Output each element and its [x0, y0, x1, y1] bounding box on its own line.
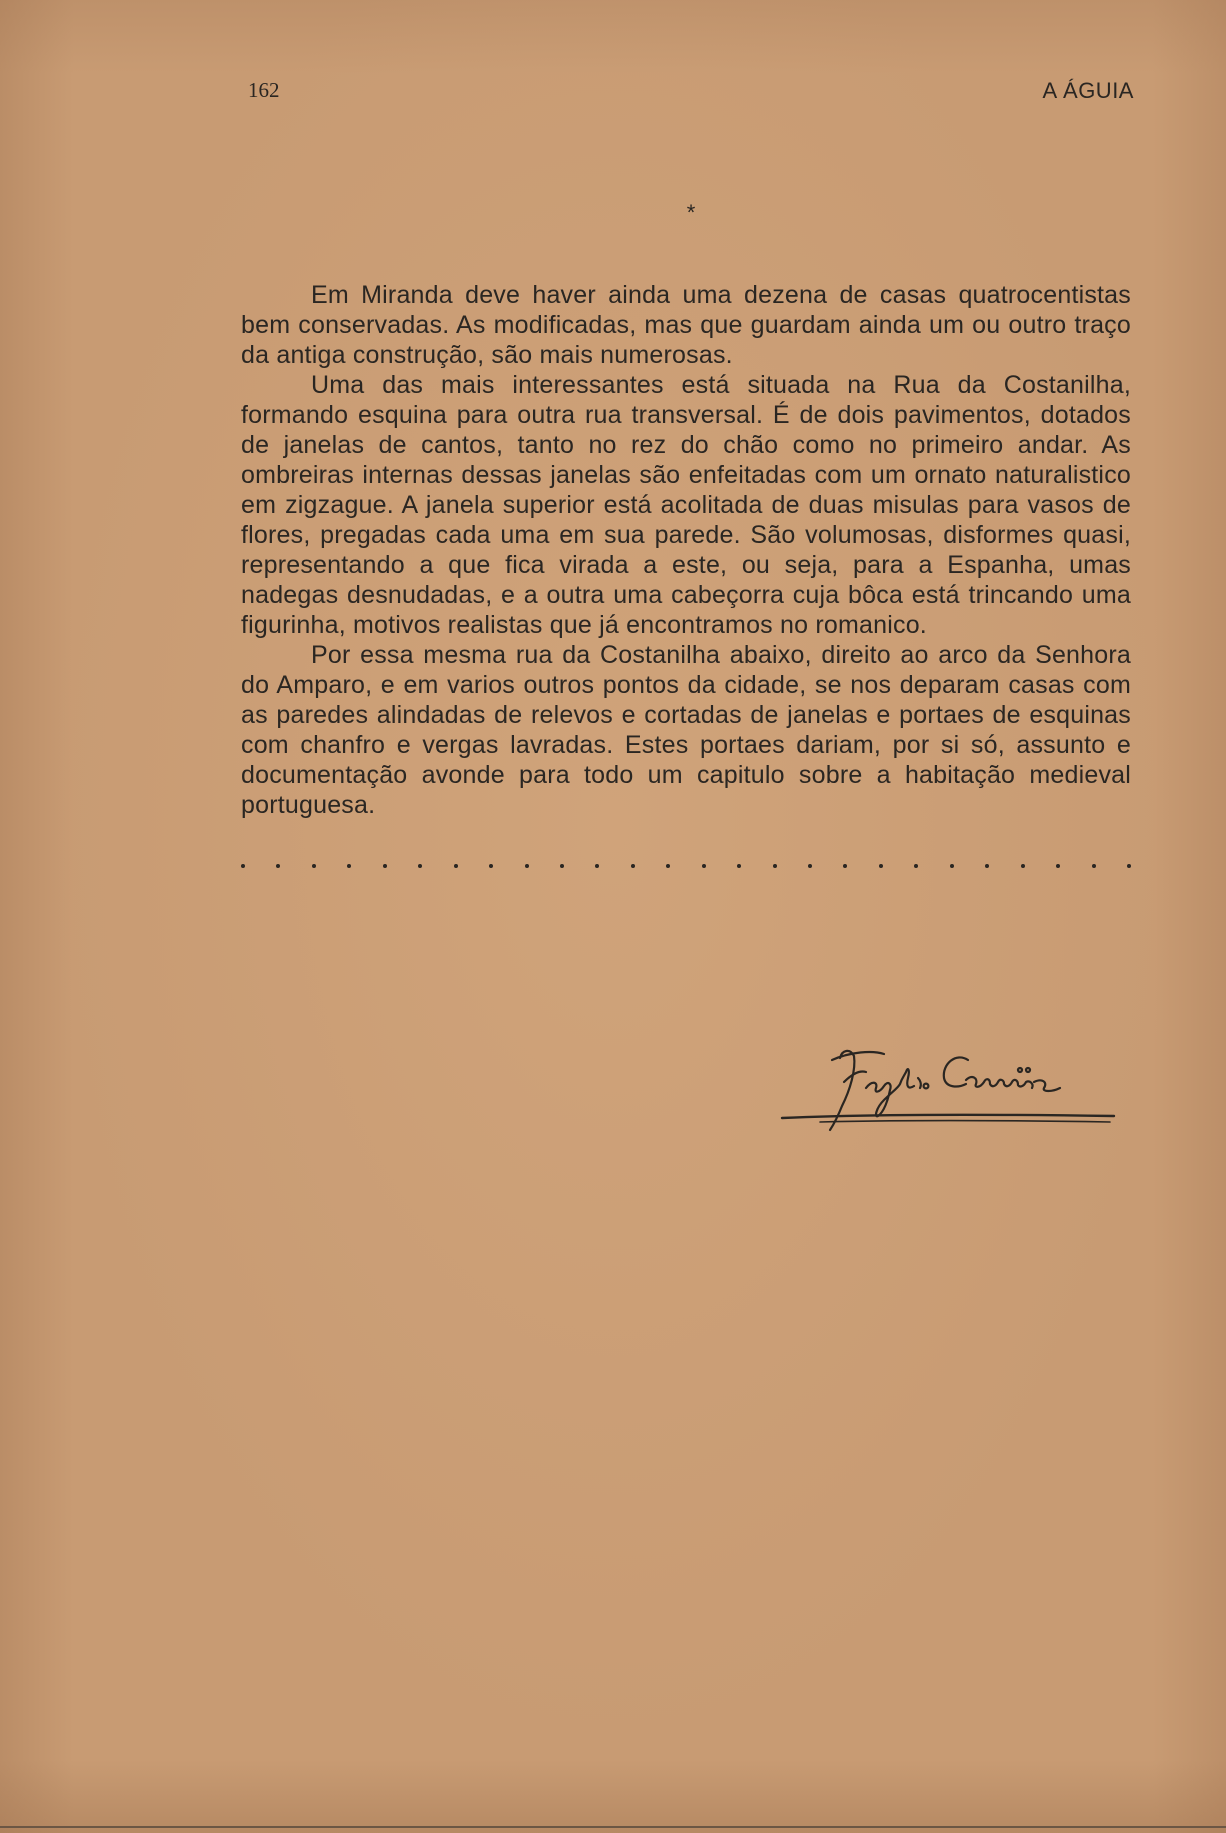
leader-dot: [454, 864, 458, 868]
dot-leader: [241, 864, 1131, 868]
section-ornament: *: [686, 200, 696, 225]
leader-dot: [1056, 864, 1060, 868]
article-body: [241, 280, 1131, 820]
running-head: A ÁGUIA: [1042, 78, 1134, 103]
leader-dot: [737, 864, 741, 868]
leader-dot: [950, 864, 954, 868]
bottom-edge-rule: [0, 1826, 1226, 1828]
leader-dot: [418, 864, 422, 868]
page-number: 162: [248, 78, 280, 102]
leader-dot: [985, 864, 989, 868]
leader-dot: [525, 864, 529, 868]
leader-dot: [560, 864, 564, 868]
leader-dot: [631, 864, 635, 868]
leader-dot: [773, 864, 777, 868]
leader-dot: [879, 864, 883, 868]
leader-dot: [241, 864, 245, 868]
paragraph: Por essa mesma rua da Costanilha abaixo, direito ao arco da Senhora do Amparo, e em varios outros pontos da cidade, se nos deparam casas com as paredes alindadas de relevos e cortadas de janelas e portaes de esquinas com chanfro e vergas lavradas. Estes portaes dariam, por si só, assunto e documentação avonde para todo um capitulo sobre a habitação medieval portuguesa.: [241, 641, 1131, 819]
paragraph: Uma das mais interessantes está situada na Rua da Costanilha, formando esquina para outra rua transversal. É de dois pavimentos, dotados de janelas de cantos, tanto no rez do chão como no primeiro andar. As ombreiras internas dessas janelas são enfeitadas com um ornato naturalistico em zigzague. A janela superior está acolitada de duas misulas para vasos de flores, pregadas cada uma em sua parede. São volumosas, disformes quasi, representando a que fica virada a este, ou seja, para a Espanha, umas nadegas desnudadas, e a outra uma cabeçorra cuja bôca está trincando uma figurinha, motivos realistas que já encontramos no romanico.: [241, 371, 1131, 639]
leader-dot: [808, 864, 812, 868]
leader-dot: [312, 864, 316, 868]
leader-dot: [347, 864, 351, 868]
leader-dot: [276, 864, 280, 868]
leader-dot: [1127, 864, 1131, 868]
leader-dot: [914, 864, 918, 868]
leader-dot: [383, 864, 387, 868]
leader-dot: [1021, 864, 1025, 868]
handwritten-signature: [780, 1030, 1120, 1140]
leader-dot: [843, 864, 847, 868]
leader-dot: [666, 864, 670, 868]
leader-dot: [489, 864, 493, 868]
leader-dot: [1092, 864, 1096, 868]
leader-dot: [595, 864, 599, 868]
leader-dot: [702, 864, 706, 868]
paragraph: Em Miranda deve haver ainda uma dezena de casas quatrocentistas bem conservadas. As modificadas, mas que guardam ainda um ou outro traço da antiga construção, são mais numerosas.: [241, 281, 1131, 369]
page-header: [248, 78, 1134, 108]
